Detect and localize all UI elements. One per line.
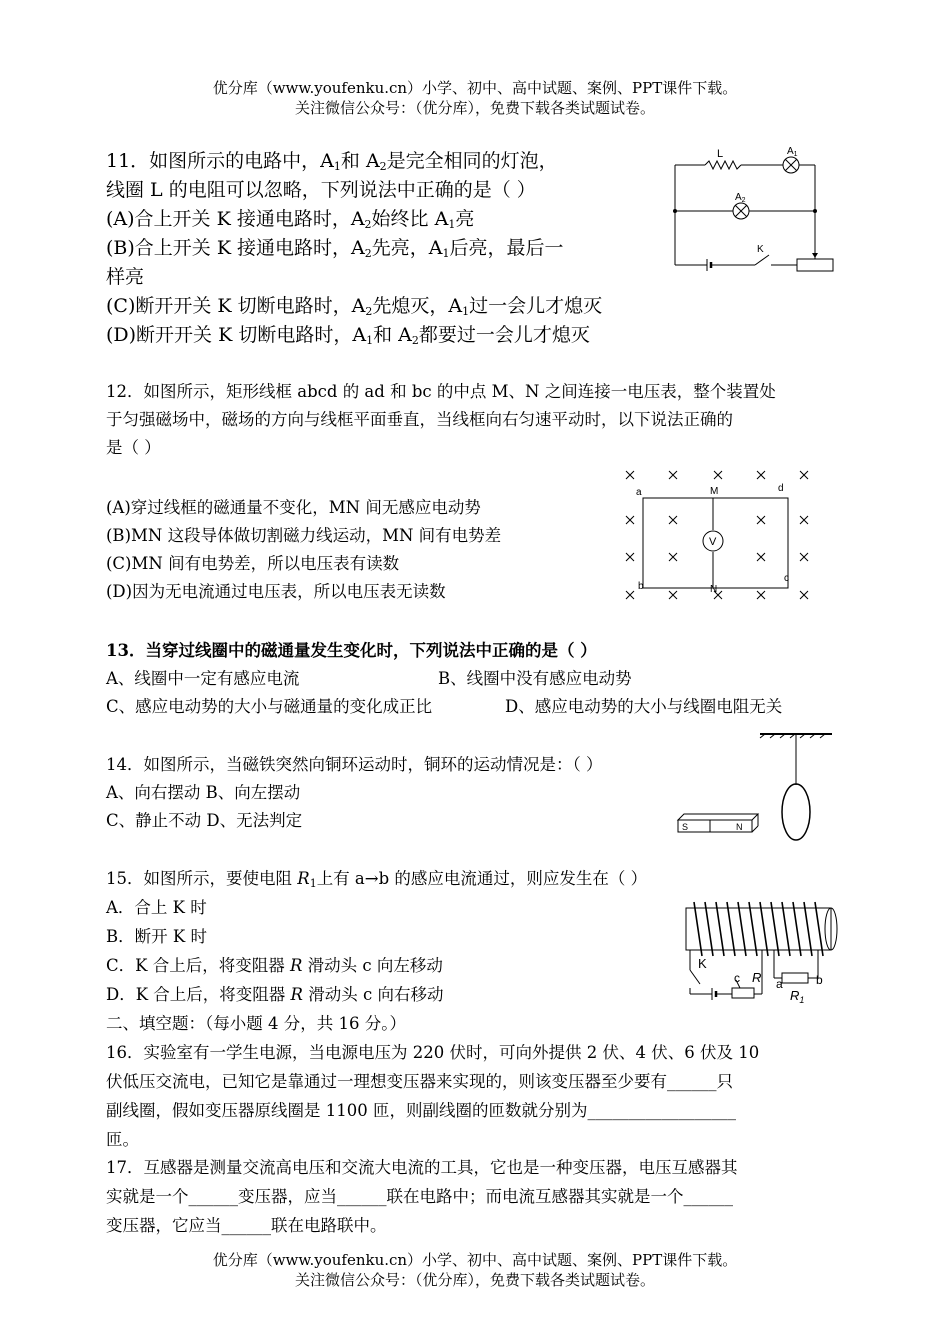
q14-stem: 14．如图所示，当磁铁突然向铜环运动时，铜环的运动情况是：（ ） xyxy=(106,755,603,774)
field-cross-mark xyxy=(714,471,722,479)
field-cross-mark xyxy=(757,553,765,561)
q12-fig-label-b: b xyxy=(638,581,644,592)
q15-option-a: A．合上 K 时 xyxy=(106,898,207,917)
q12-stem-line3: 是（ ） xyxy=(106,438,161,457)
q11-fig-label-K: K xyxy=(757,244,764,255)
field-cross-mark xyxy=(800,471,808,479)
coil-winding xyxy=(815,902,823,956)
field-cross-mark xyxy=(626,553,634,561)
q12-stem-line1: 12．如图所示，矩形线框 abcd 的 ad 和 bc 的中点 M、N 之间连接一电压表，整个装置处 xyxy=(106,382,776,401)
coil-winding xyxy=(749,902,757,956)
coil-winding xyxy=(694,902,702,956)
header-line-1: 优分库（www.youfenku.cn）小学、初中、高中试题、案例、PPT课件下载。 xyxy=(212,79,738,97)
field-cross-mark xyxy=(626,471,634,479)
q15-fig-label-R: R xyxy=(752,970,762,985)
q11-option-c: (C)断开开关 K 切断电路时，$A_2$先熄灭，$A_1$过一会儿才熄灭 xyxy=(106,295,603,318)
q13-option-b: B、线圈中没有感应电动势 xyxy=(438,669,632,688)
field-cross-mark xyxy=(757,591,765,599)
q16-line2: 伏低压交流电，已知它是靠通过一理想变压器来实现的，则该变压器至少要有______只 xyxy=(106,1072,733,1091)
q15-option-d: D．K 合上后，将变阻器 R 滑动头 c 向右移动 xyxy=(106,985,444,1004)
q12-fig-label-a: a xyxy=(636,487,642,498)
field-cross-mark xyxy=(757,471,765,479)
footer-line-1: 优分库（www.youfenku.cn）小学、初中、高中试题、案例、PPT课件下载。 xyxy=(212,1251,738,1269)
q17-line2: 实就是一个______变压器，应当______联在电路中；而电流互感器其实就是一个______ xyxy=(106,1187,733,1206)
q12-frame-diagram xyxy=(618,465,818,605)
coil-winding xyxy=(760,902,768,956)
q13-option-a: A、线圈中一定有感应电流 xyxy=(106,669,300,688)
q15-fig-label-c: c xyxy=(734,971,740,985)
coil-winding xyxy=(705,902,713,956)
q11-fig-label-L: L xyxy=(717,148,724,160)
q11-option-a: (A)合上开关 K 接通电路时，$A_2$始终比 $A_1$亮 xyxy=(106,208,475,231)
footer-line-2: 关注微信公众号：（优分库），免费下载各类试题试卷。 xyxy=(294,1271,655,1289)
q12-option-a: (A)穿过线框的磁通量不变化，MN 间无感应电动势 xyxy=(106,498,481,517)
q15-fig-label-b: b xyxy=(816,973,823,987)
coil-winding xyxy=(782,902,790,956)
coil-winding xyxy=(738,902,746,956)
q12-option-c: (C)MN 间有电势差，所以电压表有读数 xyxy=(106,554,400,573)
field-cross-mark xyxy=(757,516,765,524)
q15-fig-label-a: a xyxy=(776,977,783,991)
q11-stem-line2: 线圈 L 的电阻可以忽略，下列说法中正确的是（ ） xyxy=(106,179,536,201)
q11-fig-label-A1: $A_1$ xyxy=(787,146,798,158)
coil-winding xyxy=(727,902,735,956)
q17-line3: 变压器，它应当______联在电路联中。 xyxy=(106,1216,387,1235)
q15-solenoid-diagram xyxy=(676,898,841,1003)
q16-line3: 副线圈，假如变压器原线圈是 1100 匝，则副线圈的匝数就分别为__________________ xyxy=(106,1101,736,1120)
q11-circuit-diagram xyxy=(665,145,840,275)
q12-fig-label-N: N xyxy=(710,584,718,595)
coil-winding xyxy=(793,902,801,956)
coil-winding xyxy=(716,902,724,956)
q12-fig-label-M: M xyxy=(710,486,719,497)
q15-stem: 15．如图所示，要使电阻 $R_1$上有 a→b 的感应电流通过，则应发生在（ ） xyxy=(106,869,648,890)
q11-option-b: (B)合上开关 K 接通电路时，$A_2$先亮，$A_1$后亮，最后一 xyxy=(106,237,564,260)
q14-fig-label-N: N xyxy=(736,822,743,832)
q16-line1: 16．实验室有一学生电源，当电源电压为 220 伏时，可向外提供 2 伏、4 伏、6 伏及 10 xyxy=(106,1043,760,1062)
q12-stem-line2: 于匀强磁场中，磁场的方向与线框平面垂直，当线框向右匀速平动时，以下说法正确的 xyxy=(106,410,733,429)
q11-fig-label-A2: $A_2$ xyxy=(735,192,746,204)
q15-option-c: C．K 合上后，将变阻器 R 滑动头 c 向左移动 xyxy=(106,956,443,975)
q15-option-b: B．断开 K 时 xyxy=(106,927,207,946)
coil-winding xyxy=(771,902,779,956)
header-line-2: 关注微信公众号：（优分库），免费下载各类试题试卷。 xyxy=(294,99,655,117)
field-cross-mark xyxy=(669,553,677,561)
q12-fig-label-V: V xyxy=(709,536,717,548)
field-cross-mark xyxy=(669,591,677,599)
q12-option-d: (D)因为无电流通过电压表，所以电压表无读数 xyxy=(106,582,446,601)
coil-winding xyxy=(804,902,812,956)
q12-option-b: (B)MN 这段导体做切割磁力线运动，MN 间有电势差 xyxy=(106,526,502,545)
q12-fig-label-d: d xyxy=(778,483,784,494)
field-cross-mark xyxy=(669,516,677,524)
q14-magnet-ring-diagram xyxy=(670,730,840,845)
q11-option-d: (D)断开开关 K 切断电路时，$A_1$和 $A_2$都要过一会儿才熄灭 xyxy=(106,324,590,347)
q11-stem-line1: 11．如图所示的电路中，$A_1$和 $A_2$是完全相同的灯泡， xyxy=(106,150,558,173)
field-cross-mark xyxy=(626,516,634,524)
field-cross-mark xyxy=(626,591,634,599)
q13-option-d: D、感应电动势的大小与线圈电阻无关 xyxy=(505,697,783,716)
q14-options-ab: A、向右摆动 B、向左摆动 xyxy=(106,783,301,802)
q15-fig-label-R1: $R_1$ xyxy=(790,988,805,1005)
q16-line4: 匝。 xyxy=(106,1130,139,1149)
q14-options-cd: C、静止不动 D、无法判定 xyxy=(106,811,303,830)
q12-fig-label-c: c xyxy=(784,573,789,584)
q13-option-c: C、感应电动势的大小与磁通量的变化成正比 xyxy=(106,697,433,716)
section-2-heading: 二、填空题：（每小题 4 分，共 16 分。） xyxy=(106,1014,406,1033)
q13-stem: 13．当穿过线圈中的磁通量发生变化时，下列说法中正确的是（ ） xyxy=(106,641,597,660)
field-cross-mark xyxy=(800,516,808,524)
field-cross-mark xyxy=(800,591,808,599)
q15-fig-label-K: K xyxy=(698,956,707,971)
field-cross-mark xyxy=(669,471,677,479)
q17-line1: 17．互感器是测量交流高电压和交流大电流的工具，它也是一种变压器，电压互感器其 xyxy=(106,1158,738,1177)
field-cross-mark xyxy=(800,553,808,561)
q14-fig-label-S: S xyxy=(682,822,689,832)
q11-option-b-cont: 样亮 xyxy=(106,266,145,288)
